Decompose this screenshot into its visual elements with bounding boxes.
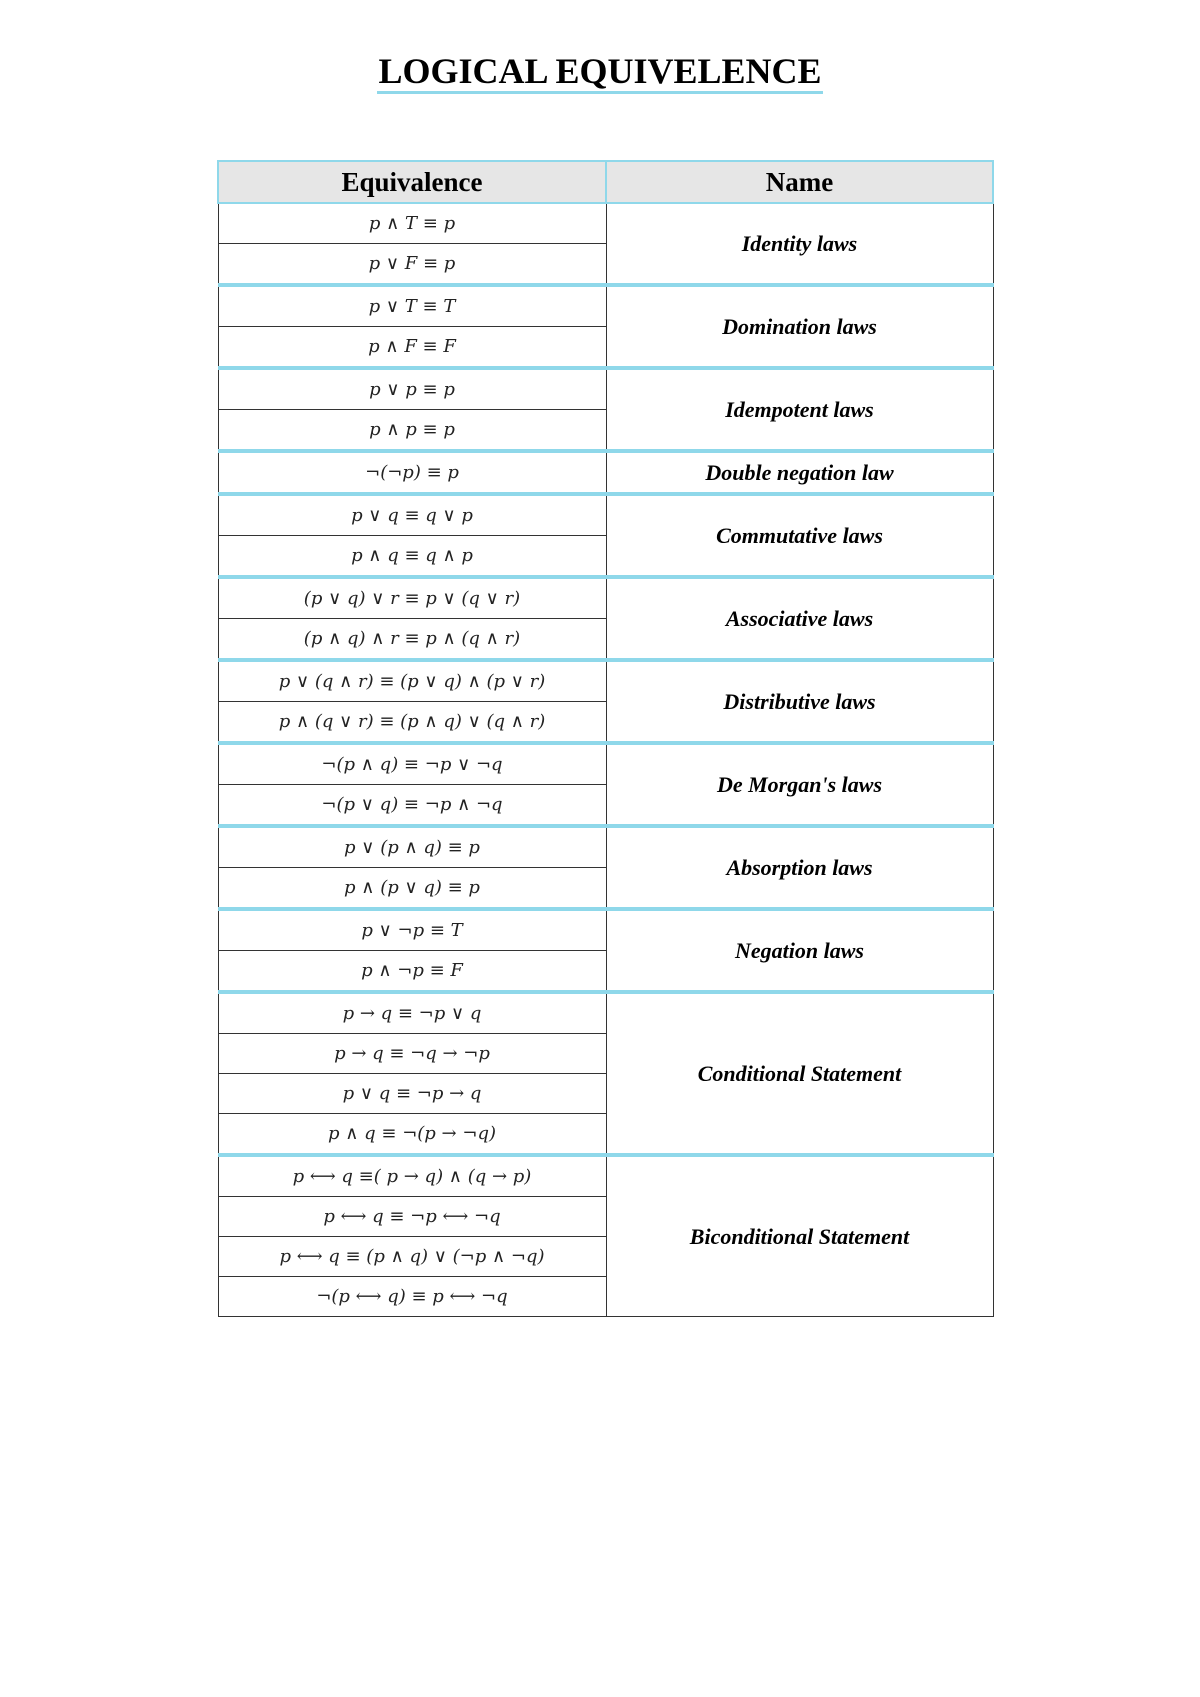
equivalence-formula: p ∨ F ≡ p	[218, 244, 606, 286]
equivalence-formula: p ∧ q ≡ ¬(p → ¬q)	[218, 1114, 606, 1156]
table-body	[218, 203, 993, 1317]
law-name: Negation laws	[606, 909, 993, 992]
equivalence-formula: p ∧ (q ∨ r) ≡ (p ∧ q) ∨ (q ∧ r)	[218, 702, 606, 744]
table-row	[218, 368, 993, 410]
equivalence-formula: (p ∨ q) ∨ r ≡ p ∨ (q ∨ r)	[218, 577, 606, 619]
equivalence-formula: p ∧ T ≡ p	[218, 203, 606, 244]
equivalence-formula: p ⟷ q ≡( p → q) ∧ (q → p)	[218, 1155, 606, 1197]
law-name: De Morgan's laws	[606, 743, 993, 826]
equivalence-formula: p ∨ (q ∧ r) ≡ (p ∨ q) ∧ (p ∨ r)	[218, 660, 606, 702]
table-header-row	[218, 161, 993, 203]
law-name: Conditional Statement	[606, 992, 993, 1155]
header-name: Name	[606, 161, 993, 203]
equivalence-table	[217, 160, 994, 1317]
law-name: Commutative laws	[606, 494, 993, 577]
table-row	[218, 577, 993, 619]
document-title-text: LOGICAL EQUIVELENCE	[377, 51, 822, 94]
equivalence-formula: p → q ≡ ¬q → ¬p	[218, 1034, 606, 1074]
table-row	[218, 743, 993, 785]
equivalence-formula: p ∧ ¬p ≡ F	[218, 951, 606, 993]
equivalence-formula: p ∧ F ≡ F	[218, 327, 606, 369]
table-row	[218, 451, 993, 494]
equivalence-formula: p ⟷ q ≡ ¬p ⟷ ¬q	[218, 1197, 606, 1237]
equivalence-formula: p ⟷ q ≡ (p ∧ q) ∨ (¬p ∧ ¬q)	[218, 1237, 606, 1277]
equivalence-formula: p ∧ q ≡ q ∧ p	[218, 536, 606, 578]
equivalence-formula: p ∧ p ≡ p	[218, 410, 606, 452]
equivalence-formula: p ∨ T ≡ T	[218, 285, 606, 327]
table-row	[218, 494, 993, 536]
law-name: Associative laws	[606, 577, 993, 660]
table-row	[218, 992, 993, 1034]
table-row	[218, 203, 993, 244]
law-name: Idempotent laws	[606, 368, 993, 451]
document-title	[0, 50, 1200, 94]
table-row	[218, 909, 993, 951]
header-equivalence: Equivalence	[218, 161, 606, 203]
equivalence-formula: (p ∧ q) ∧ r ≡ p ∧ (q ∧ r)	[218, 619, 606, 661]
equivalence-formula: p ∧ (p ∨ q) ≡ p	[218, 868, 606, 910]
law-name: Identity laws	[606, 203, 993, 285]
law-name: Distributive laws	[606, 660, 993, 743]
table-row	[218, 1155, 993, 1197]
equivalence-formula: ¬(¬p) ≡ p	[218, 451, 606, 494]
equivalence-formula: p ∨ (p ∧ q) ≡ p	[218, 826, 606, 868]
equivalence-formula: p ∨ q ≡ q ∨ p	[218, 494, 606, 536]
equivalence-formula: p → q ≡ ¬p ∨ q	[218, 992, 606, 1034]
law-name: Double negation law	[606, 451, 993, 494]
equivalence-formula: ¬(p ∨ q) ≡ ¬p ∧ ¬q	[218, 785, 606, 827]
equivalence-formula: p ∨ q ≡ ¬p → q	[218, 1074, 606, 1114]
equivalence-formula: ¬(p ⟷ q) ≡ p ⟷ ¬q	[218, 1277, 606, 1317]
equivalence-formula: p ∨ ¬p ≡ T	[218, 909, 606, 951]
law-name: Absorption laws	[606, 826, 993, 909]
table-row	[218, 660, 993, 702]
law-name: Biconditional Statement	[606, 1155, 993, 1317]
equivalence-formula: ¬(p ∧ q) ≡ ¬p ∨ ¬q	[218, 743, 606, 785]
table-row	[218, 826, 993, 868]
equivalence-formula: p ∨ p ≡ p	[218, 368, 606, 410]
table-row	[218, 285, 993, 327]
law-name: Domination laws	[606, 285, 993, 368]
